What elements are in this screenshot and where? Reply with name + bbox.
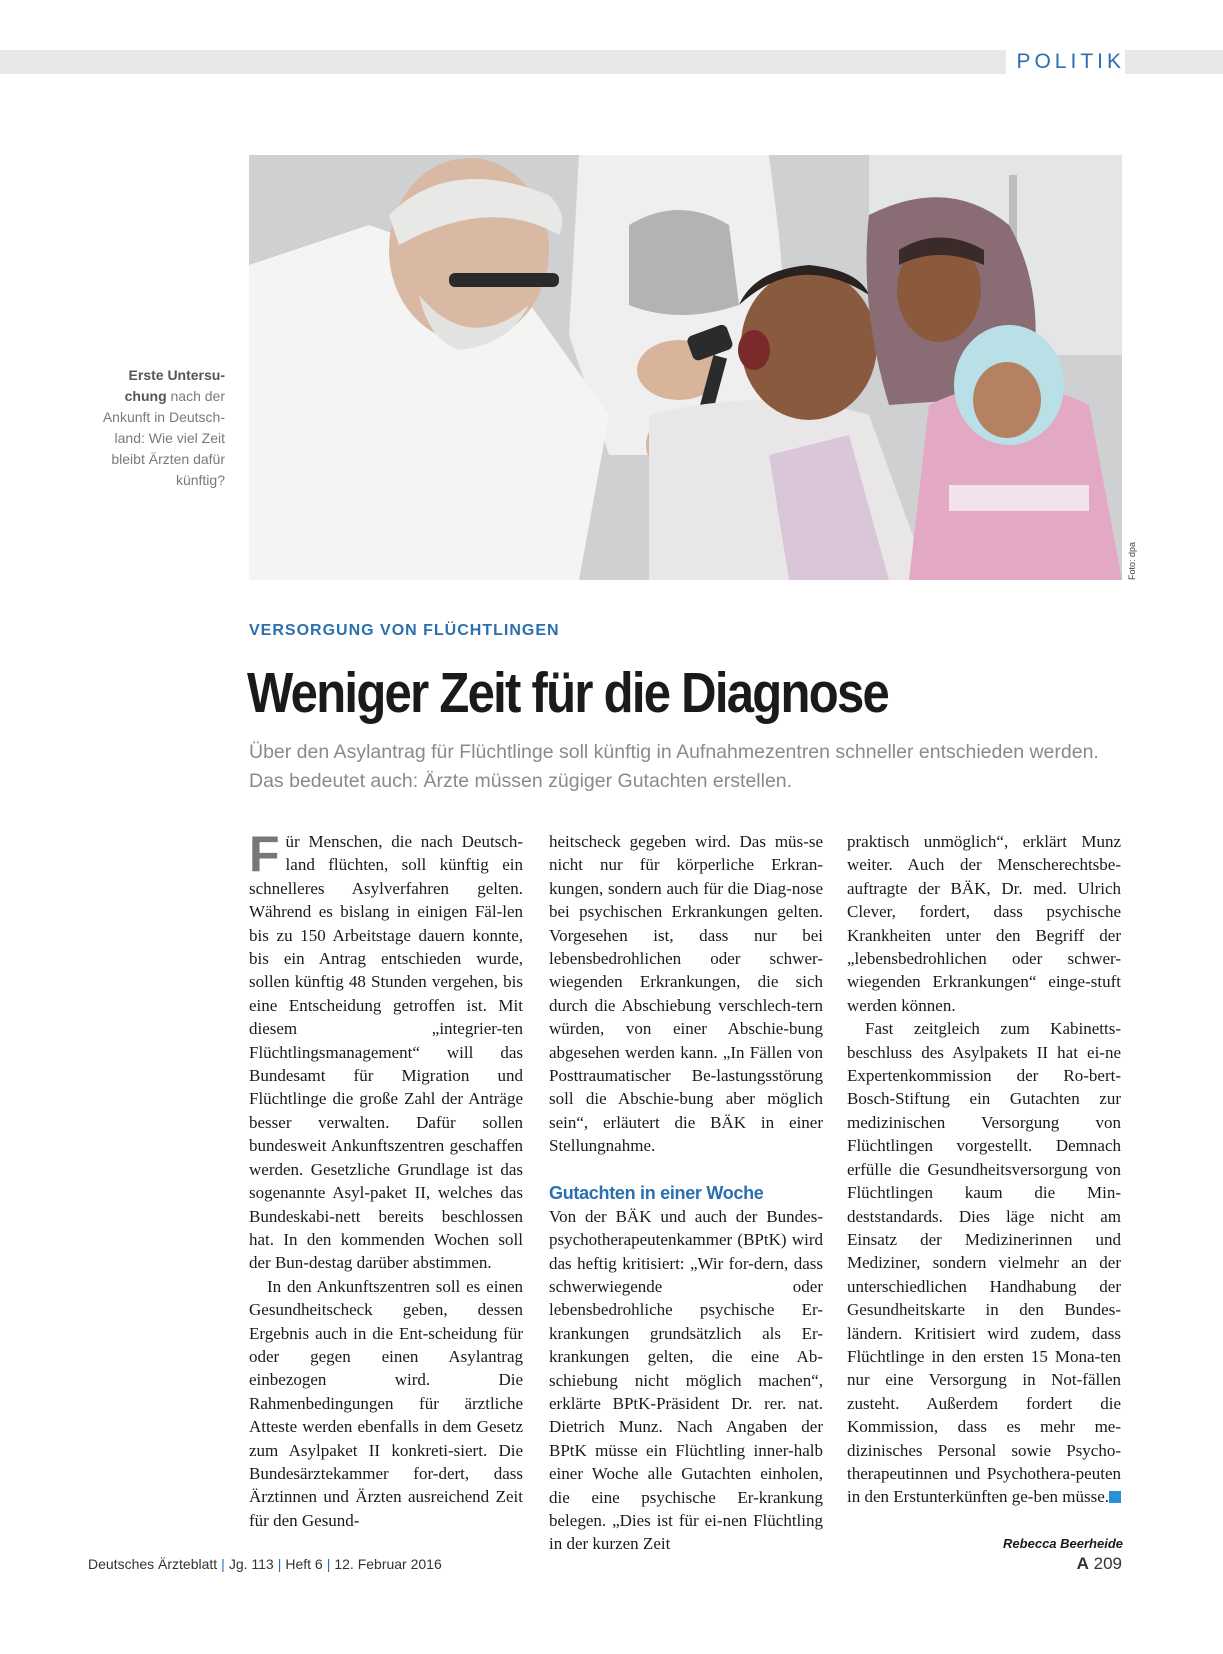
volume: Jg. 113 — [228, 1556, 274, 1572]
page-number-value: 209 — [1093, 1554, 1122, 1573]
divider: | — [277, 1556, 282, 1572]
issue-date: 12. Februar 2016 — [334, 1556, 442, 1572]
article-subheading: Gutachten in einer Woche — [549, 1182, 764, 1203]
paragraph-text: ür Menschen, die nach Deutsch-land flüchten, soll künftig ein schnelleres Asylverfahren gelten. Während es bislang in einigen Fäl-len bis zu 150 Arbeitstage dauern konnte, bis ein Antrag entschieden wurde, sollen künftig 48 Stunden vergehen, bis eine Entscheidung getroffen ist. Mit diesem „integrier-ten Flüchtlingsmanagement“ will das Bundesamt für Migration und Flüchtlinge die große Zahl der Anträge besser verwalten. Dafür sollen bundesweit Ankunftszentren geschaffen werden. Gesetzliche Grundlage ist das sogenannte Asyl-paket II, welches das Bundeskabi-nett bereits beschlossen hat. In den kommenden Wochen soll der Bun-destag darüber abstimmen. — [249, 832, 523, 1273]
paragraph: Von der BÄK und auch der Bundes-psychotherapeutenkammer (BPtK) wird das heftig kritisiert: „Wir for-dern, dass schwerwiegende oder lebensbedrohliche psychische Er-krankungen grundsätzlich als Er-krankungen gelten, die eine Ab-schiebung nicht möglich machen“, erklärte BPtK-Präsident Dr. rer. nat. Dietrich Munz. Nach Angaben der BPtK müsse ein Flüchtling inner-halb einer Woche alle Gutachten einholen, die eine psychische Er-krankung belegen. „Dies ist für ei-nen Flüchtling in der kurzen Zeit — [549, 1206, 823, 1554]
paragraph: heitscheck gegeben wird. Das müs-se nicht nur für körperliche Erkran-kungen, sondern auch für die Diag-nose bei psychischen Erkrankungen gelten. Vorgesehen ist, dass nur bei lebensbedrohlichen oder schwer-wiegenden Erkrankungen, die sich durch die Abschiebung verschlech-tern würden, von einer Abschie-bung abgesehen werden kann. „In Fällen von Posttraumatischer Be-lastungsstörung soll die Abschie-bung aber möglich sein“, erläutert die BÄK in einer Stellungnahme. — [549, 832, 823, 1156]
photo-illustration — [249, 155, 1122, 580]
caption-lead: Erste Untersu-chung — [124, 367, 225, 404]
page-prefix: A — [1076, 1554, 1089, 1573]
section-label: POLITIK — [1006, 48, 1125, 76]
journal-name: Deutsches Ärzteblatt — [88, 1556, 218, 1572]
footer-citation — [88, 1556, 442, 1572]
photo-credit: Foto: dpa — [1127, 541, 1137, 580]
paragraph — [847, 1017, 1121, 1509]
article-headline: Weniger Zeit für die Diagnose — [247, 661, 889, 725]
paragraph: praktisch unmöglich“, erklärt Munz weiter. Auch der Menscherechtsbe-auftragte der BÄK, Dr. med. Ulrich Clever, fordert, dass psychische Krankheiten unter den Begriff der „lebensbedrohlichen oder schwer-wiegenden Erkrankungen“ einge-stuft werden können. — [847, 832, 1121, 1015]
paragraph — [249, 826, 523, 1275]
photo-caption — [90, 365, 225, 491]
divider: | — [326, 1556, 331, 1572]
issue: Heft 6 — [285, 1556, 323, 1572]
page-number — [1077, 1554, 1122, 1574]
article-photo — [249, 155, 1122, 580]
end-mark-icon — [1109, 1491, 1121, 1503]
article-column-2 — [549, 830, 823, 1556]
article-author: Rebecca Beerheide — [1003, 1536, 1123, 1551]
article-column-3 — [847, 830, 1121, 1509]
paragraph-text: Fast zeitgleich zum Kabinetts-beschluss des Asylpakets II hat ei-ne Expertenkommission der Ro-bert-Bosch-Stiftung ein Gutachten zur medizinischen Versorgung von Flüchtlingen vorgestellt. Demnach erfülle die Gesundheitsversorgung von Flüchtlingen kaum die Min-deststandards. Dies läge nicht am Einsatz der Medizinerinnen und Mediziner, sondern vielmehr an der unterschiedlichen Handhabung der Gesundheitskarte in den Bundes-ländern. Kritisiert wird zudem, dass Flüchtlinge in den ersten 15 Mona-ten nur eine Versorgung in Not-fällen zusteht. Außerdem fordert die Kommission, dass es mehr me-dizinisches Personal sowie Psycho-therapeutinnen und Psychothera-peuten in den Erstunterkünften ge-ben müsse. — [847, 1019, 1121, 1507]
caption-text: nach der Ankunft in Deutsch-land: Wie viel Zeit bleibt Ärzten dafür künftig? — [102, 388, 225, 488]
article-subhead: Über den Asylantrag für Flüchtlinge soll künftig in Aufnahmezentren schneller entschieden werden. Das bedeutet auch: Ärzte müssen zügiger Gutachten erstellen. — [249, 741, 1099, 792]
page-footer — [88, 1556, 1122, 1586]
drop-cap: F — [249, 826, 280, 882]
article-column-1 — [249, 826, 523, 1532]
article-kicker: VERSORGUNG VON FLÜCHTLINGEN — [249, 622, 560, 639]
paragraph: In den Ankunftszentren soll es einen Gesundheitscheck geben, dessen Ergebnis auch in die Ent-scheidung für oder gegen einen Asylantrag einbezogen wird. Die Rahmenbedingungen für ärztliche Atteste werden ebenfalls in dem Gesetz zum Asylpaket II konkreti-siert. Die Bundesärztekammer for-dert, dass Ärztinnen und Ärzten ausreichend Zeit für den Gesund- — [249, 1276, 523, 1530]
divider: | — [221, 1556, 225, 1572]
